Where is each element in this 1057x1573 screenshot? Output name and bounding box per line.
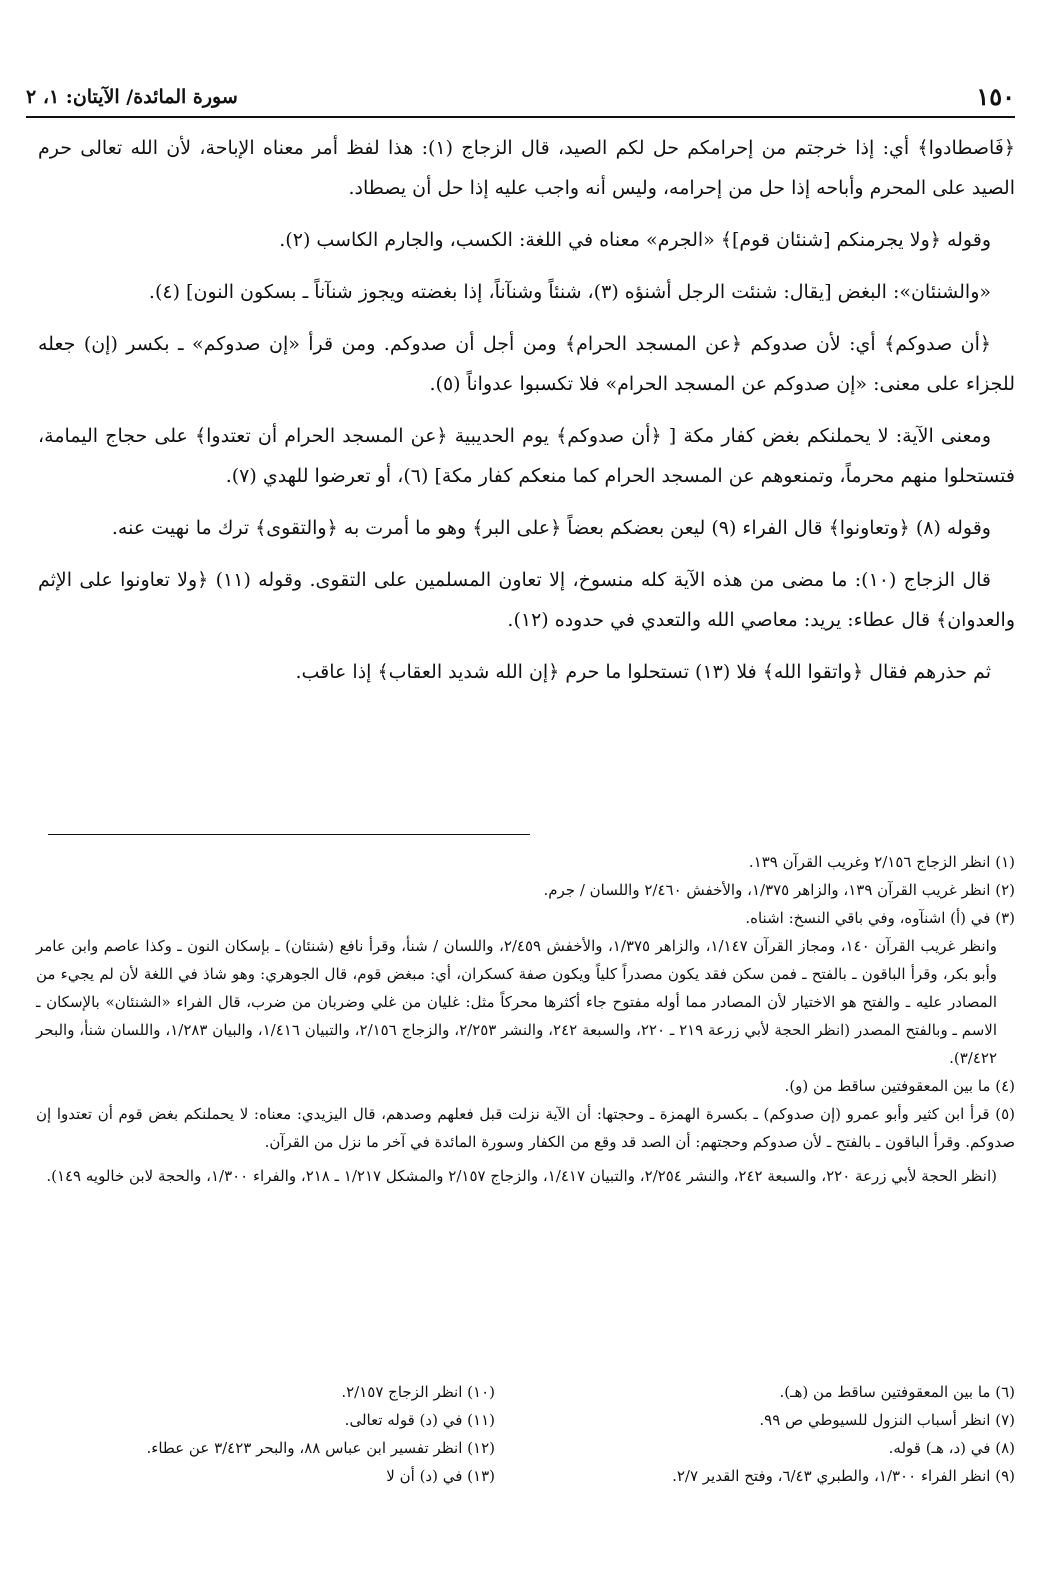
footnote-3-continuation: وانظر غريب القرآن ١٤٠، ومجاز القرآن ١/١٤٧، والزاهر ١/٣٧٥، والأخفش ٢/٤٥٩، واللسان / شنأ، وقرأ نافع (شنئان) ـ بإسكان النون ـ وكذا عاصم وابن عامر وأبو بكر، وقرأ الباقون ـ بالفتح ـ فمن سكن فقد يكون مصدراً كلياً ويكون صفة كسكران، أي: مبغض قوم، قال الجوهري: وهو شاذ في اللغة لأن لم يجيء من المصادر عليه ـ والفتح هو الاختيار لأن المصادر مما أوله مفتوح جاء أكثرها محركاً مثل: غليان من غلي وضربان من ضرب، قال الفراء «الشنئان» بالإسكان ـ الاسم ـ وبالفتح المصدر (انظر الحجة لأبي زرعة ٢١٩ ـ ٢٢٠، والسبعة ٢٤٢، والنشر ٢/٢٥٣، والزجاج ٢/١٥٦، والتبيان ١/٤١٦، والبيان ١/٢٨٣، واللسان شنأ، والبحر ٣/٤٢٢). — [36, 937, 997, 1067]
footnote-13: (١٣) في (د) أن لا — [386, 1467, 495, 1485]
footnote-6: (٦) ما بين المعقوفتين ساقط من (هـ). — [779, 1383, 1015, 1401]
footnote-5: (٥) قرأ ابن كثير وأبو عمرو (إن صدوكم) ـ بكسرة الهمزة ـ وحجتها: أن الآية نزلت قبل فعلهم وصدهم، قال اليزيدي: معناه: لا يحملنكم بغض قوم أن تعتدوا إن صدوكم. وقرأ الباقون ـ بالفتح ـ لأن صدوكم وحجتهم: أن الصد قد وقع من الكفار وسورة المائدة في آخر ما نزل من القرآن. — [36, 1105, 1015, 1151]
paragraph-1: ﴿فَاصطادوا﴾ أي: إذا خرجتم من إحرامكم حل لكم الصيد، قال الزجاج (١): هذا لفظ أمر معناه الإباحة، لأن الله تعالى حرم الصيد على المحرم وأباحه إذا حل من إحرامه، وليس أنه واجب عليه إذا حل أن يصطاد. — [38, 137, 1015, 199]
footnote-11: (١١) في (د) قوله تعالى. — [344, 1411, 495, 1429]
footnote-column-left — [15, 1378, 495, 1490]
running-title: سورة المائدة/ الآيتان: ١، ٢ — [26, 86, 238, 108]
footnote-12: (١٢) انظر تفسير ابن عباس ٨٨، والبحر ٣/٤٢٣ عن عطاء. — [146, 1439, 495, 1457]
paragraph-6: وقوله (٨) ﴿وتعاونوا﴾ قال الفراء (٩) ليعن بعضكم بعضاً ﴿على البر﴾ وهو ما أمرت به ﴿والتقوى﴾ ترك ما نهيت عنه. — [111, 517, 991, 539]
page-header — [26, 84, 1015, 118]
main-text — [38, 128, 1015, 704]
footnote-1: (١) انظر الزجاج ٢/١٥٦ وغريب القرآن ١٣٩. — [748, 853, 1015, 871]
footnote-7: (٧) انظر أسباب النزول للسيوطي ص ٩٩. — [759, 1411, 1015, 1429]
footnote-8: (٨) في (د، هـ) قوله. — [888, 1439, 1015, 1457]
footnotes — [36, 848, 1015, 1190]
paragraph-8: ثم حذرهم فقال ﴿واتقوا الله﴾ فلا (١٣) تستحلوا ما حرم ﴿إن الله شديد العقاب﴾ إذا عاقب. — [295, 661, 991, 683]
footnote-2: (٢) انظر غريب القرآن ١٣٩، والزاهر ١/٣٧٥، والأخفش ٢/٤٦٠ واللسان / جرم. — [543, 881, 1015, 899]
footnote-separator — [48, 834, 530, 835]
paragraph-2: وقوله ﴿ولا يجرمنكم [شنئان قوم]﴾ «الجرم» معناه في اللغة: الكسب، والجارم الكاسب (٢). — [279, 229, 991, 251]
page-number: ١٥٠ — [976, 82, 1015, 111]
footnote-3: (٣) في (أ) اشنآوه، وفي باقي النسخ: اشناه. — [745, 909, 1015, 927]
paragraph-7: قال الزجاج (١٠): ما مضى من هذه الآية كله منسوخ، إلا تعاون المسلمين على التقوى. وقوله (١١) ﴿ولا تعاونوا على الإثم والعدوان﴾ قال عطاء: يريد: معاصي الله والتعدي في حدوده (١٢). — [38, 569, 1015, 631]
footnote-10: (١٠) انظر الزجاج ٢/١٥٧. — [341, 1383, 495, 1401]
paragraph-4: ﴿أن صدوكم﴾ أي: لأن صدوكم ﴿عن المسجد الحرام﴾ ومن أجل أن صدوكم. ومن قرأ «إن صدوكم» ـ بكسر (إن) جعله للجزاء على معنى: «إن صدوكم عن المسجد الحرام» فلا تكسبوا عدواناً (٥). — [38, 333, 1015, 395]
paragraph-5: ومعنى الآية: لا يحملنكم بغض كفار مكة [ ﴿أن صدوكم﴾ يوم الحديبية ﴿عن المسجد الحرام أن تعتدوا﴾ على حجاج اليمامة، فتستحلوا منهم محرماً، وتمنعوهم عن المسجد الحرام كما منعكم كفار مكة] (٦)، أو تعرضوا للهدي (٧). — [38, 425, 1015, 487]
footnote-9: (٩) انظر الفراء ١/٣٠٠، والطبري ٦/٤٣، وفتح القدير ٢/٧. — [672, 1467, 1015, 1485]
footnote-column-right — [545, 1378, 1015, 1490]
footnote-5-continuation: (انظر الحجة لأبي زرعة ٢٢٠، والسبعة ٢٤٢، والنشر ٢/٢٥٤، والتبيان ١/٤١٧، والزجاج ٢/١٥٧ والمشكل ١/٢١٧ ـ ٢١٨، والفراء ١/٣٠٠، والحجة لابن خالويه ١٤٩). — [46, 1167, 997, 1185]
footnote-columns — [36, 1378, 1015, 1518]
footnote-4: (٤) ما بين المعقوفتين ساقط من (و). — [784, 1077, 1015, 1095]
paragraph-3: «والشنئان»: البغض [يقال: شنئت الرجل أشنؤه (٣)، شنئاً وشنآناً، إذا بغضته ويجوز شنآناً ـ بسكون النون] (٤). — [148, 281, 991, 303]
